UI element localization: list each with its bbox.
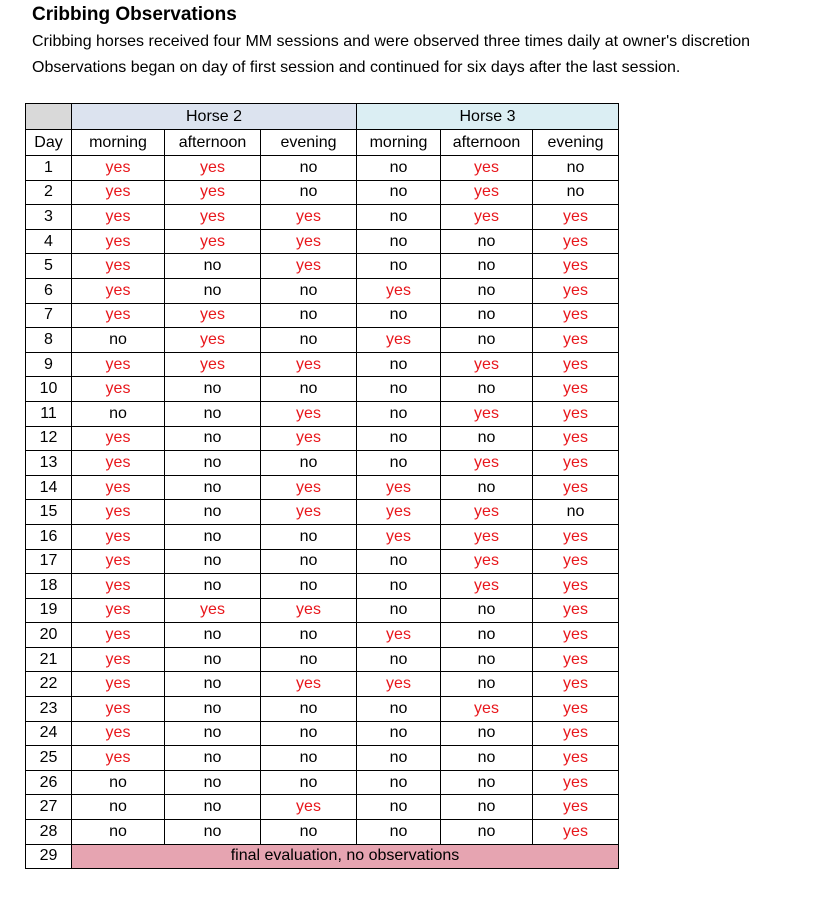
observation-cell: no — [261, 647, 357, 672]
day-cell: 26 — [26, 770, 72, 795]
observation-cell: yes — [72, 697, 165, 722]
observation-cell: no — [165, 746, 261, 771]
observation-cell: yes — [72, 451, 165, 476]
observation-cell: no — [261, 156, 357, 181]
table-row — [26, 475, 619, 500]
observation-cell: yes — [533, 205, 619, 230]
day-cell: 20 — [26, 623, 72, 648]
day-cell: 29 — [26, 844, 72, 869]
observation-cell: no — [165, 524, 261, 549]
observation-cell: yes — [261, 352, 357, 377]
observation-cell: yes — [533, 746, 619, 771]
observation-cell: yes — [441, 574, 533, 599]
column-header-horse2-afternoon: afternoon — [165, 130, 261, 156]
observation-cell: no — [441, 229, 533, 254]
observation-cell: no — [165, 697, 261, 722]
observation-cell: no — [357, 820, 441, 845]
observation-cell: no — [357, 746, 441, 771]
observation-cell: yes — [72, 524, 165, 549]
observation-cell: yes — [165, 229, 261, 254]
day-cell: 23 — [26, 697, 72, 722]
horse-2-header: Horse 2 — [72, 104, 357, 130]
column-header-horse3-morning: morning — [357, 130, 441, 156]
observation-cell: yes — [533, 598, 619, 623]
observation-cell: yes — [441, 156, 533, 181]
observation-cell: no — [165, 574, 261, 599]
observation-cell: yes — [357, 524, 441, 549]
observation-cell: yes — [72, 500, 165, 525]
observation-cell: no — [533, 156, 619, 181]
column-header-day: Day — [26, 130, 72, 156]
column-header-row — [26, 130, 619, 156]
observation-cell: no — [72, 820, 165, 845]
observation-cell: no — [261, 820, 357, 845]
observation-cell: yes — [533, 254, 619, 279]
table-row — [26, 524, 619, 549]
observations-table — [25, 103, 619, 869]
observation-cell: yes — [261, 229, 357, 254]
observation-cell: no — [357, 205, 441, 230]
table-row — [26, 647, 619, 672]
day-cell: 2 — [26, 180, 72, 205]
observation-cell: no — [261, 574, 357, 599]
observation-cell: no — [357, 426, 441, 451]
observation-cell: no — [165, 426, 261, 451]
observation-cell: no — [357, 598, 441, 623]
observation-cell: no — [165, 820, 261, 845]
observation-cell: no — [441, 377, 533, 402]
observation-cell: yes — [533, 795, 619, 820]
observation-cell: no — [441, 770, 533, 795]
observation-cell: no — [441, 475, 533, 500]
observation-cell: no — [165, 401, 261, 426]
day-cell: 1 — [26, 156, 72, 181]
observation-cell: yes — [72, 426, 165, 451]
day-cell: 3 — [26, 205, 72, 230]
observation-cell: yes — [261, 500, 357, 525]
table-row — [26, 820, 619, 845]
day-cell: 18 — [26, 574, 72, 599]
observation-cell: yes — [441, 697, 533, 722]
observation-cell: yes — [533, 426, 619, 451]
observation-cell: no — [165, 721, 261, 746]
day-cell: 8 — [26, 328, 72, 353]
observation-cell: no — [261, 377, 357, 402]
observation-cell: no — [261, 180, 357, 205]
observation-cell: yes — [357, 672, 441, 697]
day-cell: 4 — [26, 229, 72, 254]
day-cell: 5 — [26, 254, 72, 279]
final-row — [26, 844, 619, 869]
observation-cell: yes — [261, 254, 357, 279]
observation-cell: no — [441, 278, 533, 303]
observation-cell: no — [165, 254, 261, 279]
observation-cell: no — [357, 229, 441, 254]
observation-cell: no — [165, 377, 261, 402]
day-cell: 17 — [26, 549, 72, 574]
observation-cell: yes — [72, 549, 165, 574]
observation-cell: yes — [165, 180, 261, 205]
day-cell: 6 — [26, 278, 72, 303]
observation-cell: no — [261, 721, 357, 746]
observation-cell: yes — [533, 328, 619, 353]
observation-cell: no — [165, 278, 261, 303]
observation-cell: no — [441, 672, 533, 697]
observation-cell: no — [357, 574, 441, 599]
observation-cell: no — [357, 795, 441, 820]
observation-cell: yes — [533, 451, 619, 476]
observation-cell: no — [165, 795, 261, 820]
observation-cell: yes — [533, 278, 619, 303]
observation-cell: yes — [72, 623, 165, 648]
observation-cell: yes — [441, 205, 533, 230]
observation-cell: no — [261, 524, 357, 549]
observation-cell: yes — [533, 647, 619, 672]
observation-cell: no — [441, 820, 533, 845]
observation-cell: yes — [533, 549, 619, 574]
observation-cell: no — [261, 549, 357, 574]
observation-cell: no — [72, 401, 165, 426]
table-row — [26, 623, 619, 648]
day-cell: 21 — [26, 647, 72, 672]
column-header-horse2-morning: morning — [72, 130, 165, 156]
observation-cell: yes — [261, 401, 357, 426]
table-row — [26, 205, 619, 230]
column-header-horse3-afternoon: afternoon — [441, 130, 533, 156]
observation-cell: no — [165, 672, 261, 697]
table-row — [26, 598, 619, 623]
observation-cell: no — [357, 697, 441, 722]
observation-cell: no — [441, 795, 533, 820]
day-cell: 13 — [26, 451, 72, 476]
table-row — [26, 721, 619, 746]
observation-cell: no — [441, 254, 533, 279]
observation-cell: yes — [441, 549, 533, 574]
observation-cell: yes — [533, 574, 619, 599]
table-row — [26, 401, 619, 426]
observation-cell: no — [357, 549, 441, 574]
observation-cell: yes — [357, 500, 441, 525]
observation-cell: yes — [357, 475, 441, 500]
observation-cell: yes — [533, 697, 619, 722]
observation-cell: yes — [72, 746, 165, 771]
observation-cell: yes — [533, 524, 619, 549]
observation-cell: yes — [533, 229, 619, 254]
day-cell: 10 — [26, 377, 72, 402]
observation-cell: no — [261, 697, 357, 722]
observation-cell: no — [357, 721, 441, 746]
table-row — [26, 377, 619, 402]
table-row — [26, 697, 619, 722]
observation-cell: yes — [261, 205, 357, 230]
observation-cell: no — [441, 328, 533, 353]
observation-cell: yes — [533, 623, 619, 648]
day-cell: 19 — [26, 598, 72, 623]
table-row — [26, 254, 619, 279]
observation-cell: yes — [441, 524, 533, 549]
day-cell: 25 — [26, 746, 72, 771]
day-cell: 12 — [26, 426, 72, 451]
observation-cell: yes — [72, 352, 165, 377]
table-row — [26, 156, 619, 181]
observation-cell: yes — [533, 770, 619, 795]
observation-cell: yes — [165, 156, 261, 181]
corner-cell — [26, 104, 72, 130]
observation-cell: yes — [261, 795, 357, 820]
observation-cell: yes — [72, 475, 165, 500]
observation-cell: yes — [357, 278, 441, 303]
observation-cell: yes — [72, 574, 165, 599]
observation-cell: yes — [72, 303, 165, 328]
observation-cell: no — [357, 770, 441, 795]
observation-cell: no — [533, 500, 619, 525]
day-cell: 27 — [26, 795, 72, 820]
observation-cell: yes — [533, 820, 619, 845]
observation-cell: yes — [72, 254, 165, 279]
day-cell: 15 — [26, 500, 72, 525]
table-row — [26, 426, 619, 451]
table-row — [26, 352, 619, 377]
observation-cell: no — [72, 795, 165, 820]
observation-cell: no — [357, 180, 441, 205]
observation-cell: yes — [533, 672, 619, 697]
final-evaluation-cell: final evaluation, no observations — [72, 844, 619, 869]
observation-cell: no — [165, 623, 261, 648]
observation-cell: no — [441, 623, 533, 648]
observation-cell: no — [357, 303, 441, 328]
observation-cell: yes — [441, 352, 533, 377]
observation-cell: yes — [441, 401, 533, 426]
table-row — [26, 500, 619, 525]
table-row — [26, 795, 619, 820]
day-cell: 9 — [26, 352, 72, 377]
group-header-row — [26, 104, 619, 130]
observation-cell: no — [165, 770, 261, 795]
observation-cell: no — [261, 303, 357, 328]
observation-cell: yes — [261, 475, 357, 500]
observation-cell: yes — [72, 598, 165, 623]
day-cell: 28 — [26, 820, 72, 845]
observation-cell: yes — [441, 451, 533, 476]
observation-cell: yes — [165, 352, 261, 377]
observation-cell: no — [441, 721, 533, 746]
observation-cell: yes — [533, 377, 619, 402]
observation-cell: yes — [261, 426, 357, 451]
observation-cell: yes — [441, 500, 533, 525]
table-row — [26, 549, 619, 574]
observation-cell: yes — [533, 721, 619, 746]
observation-cell: no — [261, 746, 357, 771]
page-title: Cribbing Observations — [32, 4, 237, 25]
observation-cell: no — [441, 647, 533, 672]
table-row — [26, 278, 619, 303]
observation-cell: no — [357, 401, 441, 426]
observation-cell: yes — [261, 598, 357, 623]
observation-cell: yes — [261, 672, 357, 697]
observation-cell: no — [165, 475, 261, 500]
observation-cell: no — [72, 328, 165, 353]
day-cell: 24 — [26, 721, 72, 746]
observation-cell: no — [441, 598, 533, 623]
observation-cell: yes — [72, 647, 165, 672]
day-cell: 22 — [26, 672, 72, 697]
observation-cell: no — [165, 451, 261, 476]
table-row — [26, 574, 619, 599]
observation-cell: yes — [165, 598, 261, 623]
observation-cell: yes — [357, 328, 441, 353]
observation-cell: yes — [533, 352, 619, 377]
observation-cell: yes — [72, 156, 165, 181]
table-row — [26, 746, 619, 771]
observation-cell: yes — [72, 229, 165, 254]
observation-cell: no — [261, 328, 357, 353]
observation-cell: yes — [533, 303, 619, 328]
observation-cell: no — [357, 451, 441, 476]
observation-cell: no — [441, 426, 533, 451]
observation-cell: yes — [357, 623, 441, 648]
observation-cell: no — [72, 770, 165, 795]
observation-cell: no — [357, 156, 441, 181]
observation-cell: yes — [72, 205, 165, 230]
observation-cell: no — [261, 623, 357, 648]
day-cell: 7 — [26, 303, 72, 328]
observation-cell: no — [165, 500, 261, 525]
table-row — [26, 672, 619, 697]
observation-cell: yes — [72, 721, 165, 746]
observation-cell: no — [165, 647, 261, 672]
observation-cell: yes — [72, 278, 165, 303]
observation-cell: no — [441, 303, 533, 328]
table-row — [26, 180, 619, 205]
observation-cell: no — [261, 451, 357, 476]
observation-cell: yes — [72, 672, 165, 697]
observation-cell: yes — [72, 180, 165, 205]
description-line-2: Observations began on day of first session and continued for six days after the last session. — [32, 59, 681, 76]
observation-cell: yes — [533, 401, 619, 426]
table-row — [26, 229, 619, 254]
day-cell: 16 — [26, 524, 72, 549]
horse-3-header: Horse 3 — [357, 104, 619, 130]
observation-cell: yes — [72, 377, 165, 402]
observation-cell: no — [357, 377, 441, 402]
observation-cell: yes — [165, 328, 261, 353]
day-cell: 14 — [26, 475, 72, 500]
column-header-horse2-evening: evening — [261, 130, 357, 156]
table-row — [26, 328, 619, 353]
table-row — [26, 451, 619, 476]
observation-cell: no — [357, 352, 441, 377]
observation-cell: yes — [441, 180, 533, 205]
observation-cell: no — [261, 770, 357, 795]
observation-cell: no — [165, 549, 261, 574]
table-row — [26, 303, 619, 328]
observation-cell: no — [357, 647, 441, 672]
table-row — [26, 770, 619, 795]
observation-cell: no — [357, 254, 441, 279]
observation-cell: yes — [165, 205, 261, 230]
observation-cell: yes — [165, 303, 261, 328]
observation-cell: no — [533, 180, 619, 205]
column-header-horse3-evening: evening — [533, 130, 619, 156]
day-cell: 11 — [26, 401, 72, 426]
observations-body — [26, 156, 619, 845]
observation-cell: yes — [533, 475, 619, 500]
description-line-1: Cribbing horses received four MM sessions and were observed three times daily at owner's discretion — [32, 33, 751, 50]
observation-cell: no — [441, 746, 533, 771]
observation-cell: no — [261, 278, 357, 303]
